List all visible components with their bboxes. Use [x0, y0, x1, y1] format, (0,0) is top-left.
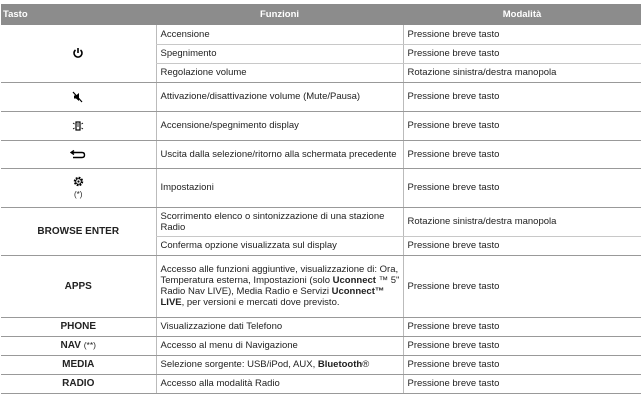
header-row — [1, 4, 641, 25]
mode-cell: Pressione breve tasto — [403, 25, 641, 44]
header-mode: Modalità — [403, 4, 641, 25]
table-row — [1, 255, 641, 317]
mute-icon — [72, 91, 84, 103]
function-cell: Accensione/spegnimento display — [156, 111, 403, 140]
table-row — [1, 82, 641, 111]
mode-cell: Rotazione sinistra/destra manopola — [403, 63, 641, 82]
mute-key — [1, 82, 156, 111]
function-cell: Visualizzazione dati Telefono — [156, 317, 403, 336]
function-cell: Regolazione volume — [156, 63, 403, 82]
header-key: Tasto — [1, 4, 156, 25]
mode-cell: Pressione breve tasto — [403, 168, 641, 207]
media-text-a: Selezione sorgente: USB/iPod, AUX, — [160, 359, 318, 370]
table-row — [1, 336, 641, 355]
settings-note: (*) — [74, 190, 83, 199]
phone-key: PHONE — [1, 317, 156, 336]
function-cell: Scorrimento elenco o sintonizzazione di una stazione Radio — [156, 207, 403, 236]
radio-key: RADIO — [1, 374, 156, 393]
back-arrow-icon — [70, 149, 86, 159]
function-cell: Accensione — [156, 25, 403, 44]
function-cell: Impostazioni — [156, 168, 403, 207]
table-row — [1, 207, 641, 236]
function-cell: Spegnimento — [156, 44, 403, 63]
controls-table — [1, 4, 641, 394]
apps-key: APPS — [1, 255, 156, 317]
function-cell — [156, 255, 403, 317]
apps-uconnect: Uconnect — [332, 275, 376, 286]
apps-text-e: , per versioni e mercati dove previsto. — [181, 297, 340, 308]
apps-text-a: Accesso alle funzioni aggiuntive, visualizzazione di: Ora, Temperatura esterna, Impostazioni (solo — [160, 264, 399, 286]
table-row — [1, 355, 641, 374]
function-cell: Accesso al menu di Navigazione — [156, 336, 403, 355]
nav-key-note: (**) — [83, 340, 96, 350]
mode-cell: Pressione breve tasto — [403, 355, 641, 374]
display-key — [1, 111, 156, 140]
table-row — [1, 317, 641, 336]
mode-cell: Pressione breve tasto — [403, 255, 641, 317]
mode-cell: Pressione breve tasto — [403, 236, 641, 255]
function-cell: Conferma opzione visualizzata sul display — [156, 236, 403, 255]
table-row — [1, 25, 641, 44]
nav-key-label: NAV — [60, 340, 81, 351]
header-functions: Funzioni — [156, 4, 403, 25]
mode-cell: Rotazione sinistra/destra manopola — [403, 207, 641, 236]
mode-cell: Pressione breve tasto — [403, 44, 641, 63]
mode-cell: Pressione breve tasto — [403, 374, 641, 393]
function-cell: Attivazione/disattivazione volume (Mute/Pausa) — [156, 82, 403, 111]
nav-key — [1, 336, 156, 355]
mode-cell: Pressione breve tasto — [403, 317, 641, 336]
power-icon — [72, 47, 84, 59]
mode-cell: Pressione breve tasto — [403, 82, 641, 111]
function-cell — [156, 355, 403, 374]
mode-cell: Pressione breve tasto — [403, 111, 641, 140]
gear-icon — [72, 175, 85, 188]
back-key — [1, 140, 156, 168]
media-key: MEDIA — [1, 355, 156, 374]
table-row — [1, 168, 641, 207]
browse-enter-key: BROWSE ENTER — [1, 207, 156, 255]
media-bluetooth: Bluetooth — [317, 359, 363, 370]
mode-cell: Pressione breve tasto — [403, 140, 641, 168]
settings-key — [1, 168, 156, 207]
function-cell: Accesso alla modalità Radio — [156, 374, 403, 393]
function-cell: Uscita dalla selezione/ritorno alla schermata precedente — [156, 140, 403, 168]
display-toggle-icon — [72, 120, 84, 132]
apps-text-c: ™ 5" Radio Nav LIVE), Media Radio e Servizi — [160, 275, 400, 297]
mode-cell: Pressione breve tasto — [403, 336, 641, 355]
table-row — [1, 111, 641, 140]
table-row — [1, 374, 641, 393]
power-key — [1, 25, 156, 82]
apps-uconnect-live: Uconnect™ LIVE — [160, 286, 385, 308]
media-text-c: ® — [362, 359, 370, 370]
table-row — [1, 140, 641, 168]
